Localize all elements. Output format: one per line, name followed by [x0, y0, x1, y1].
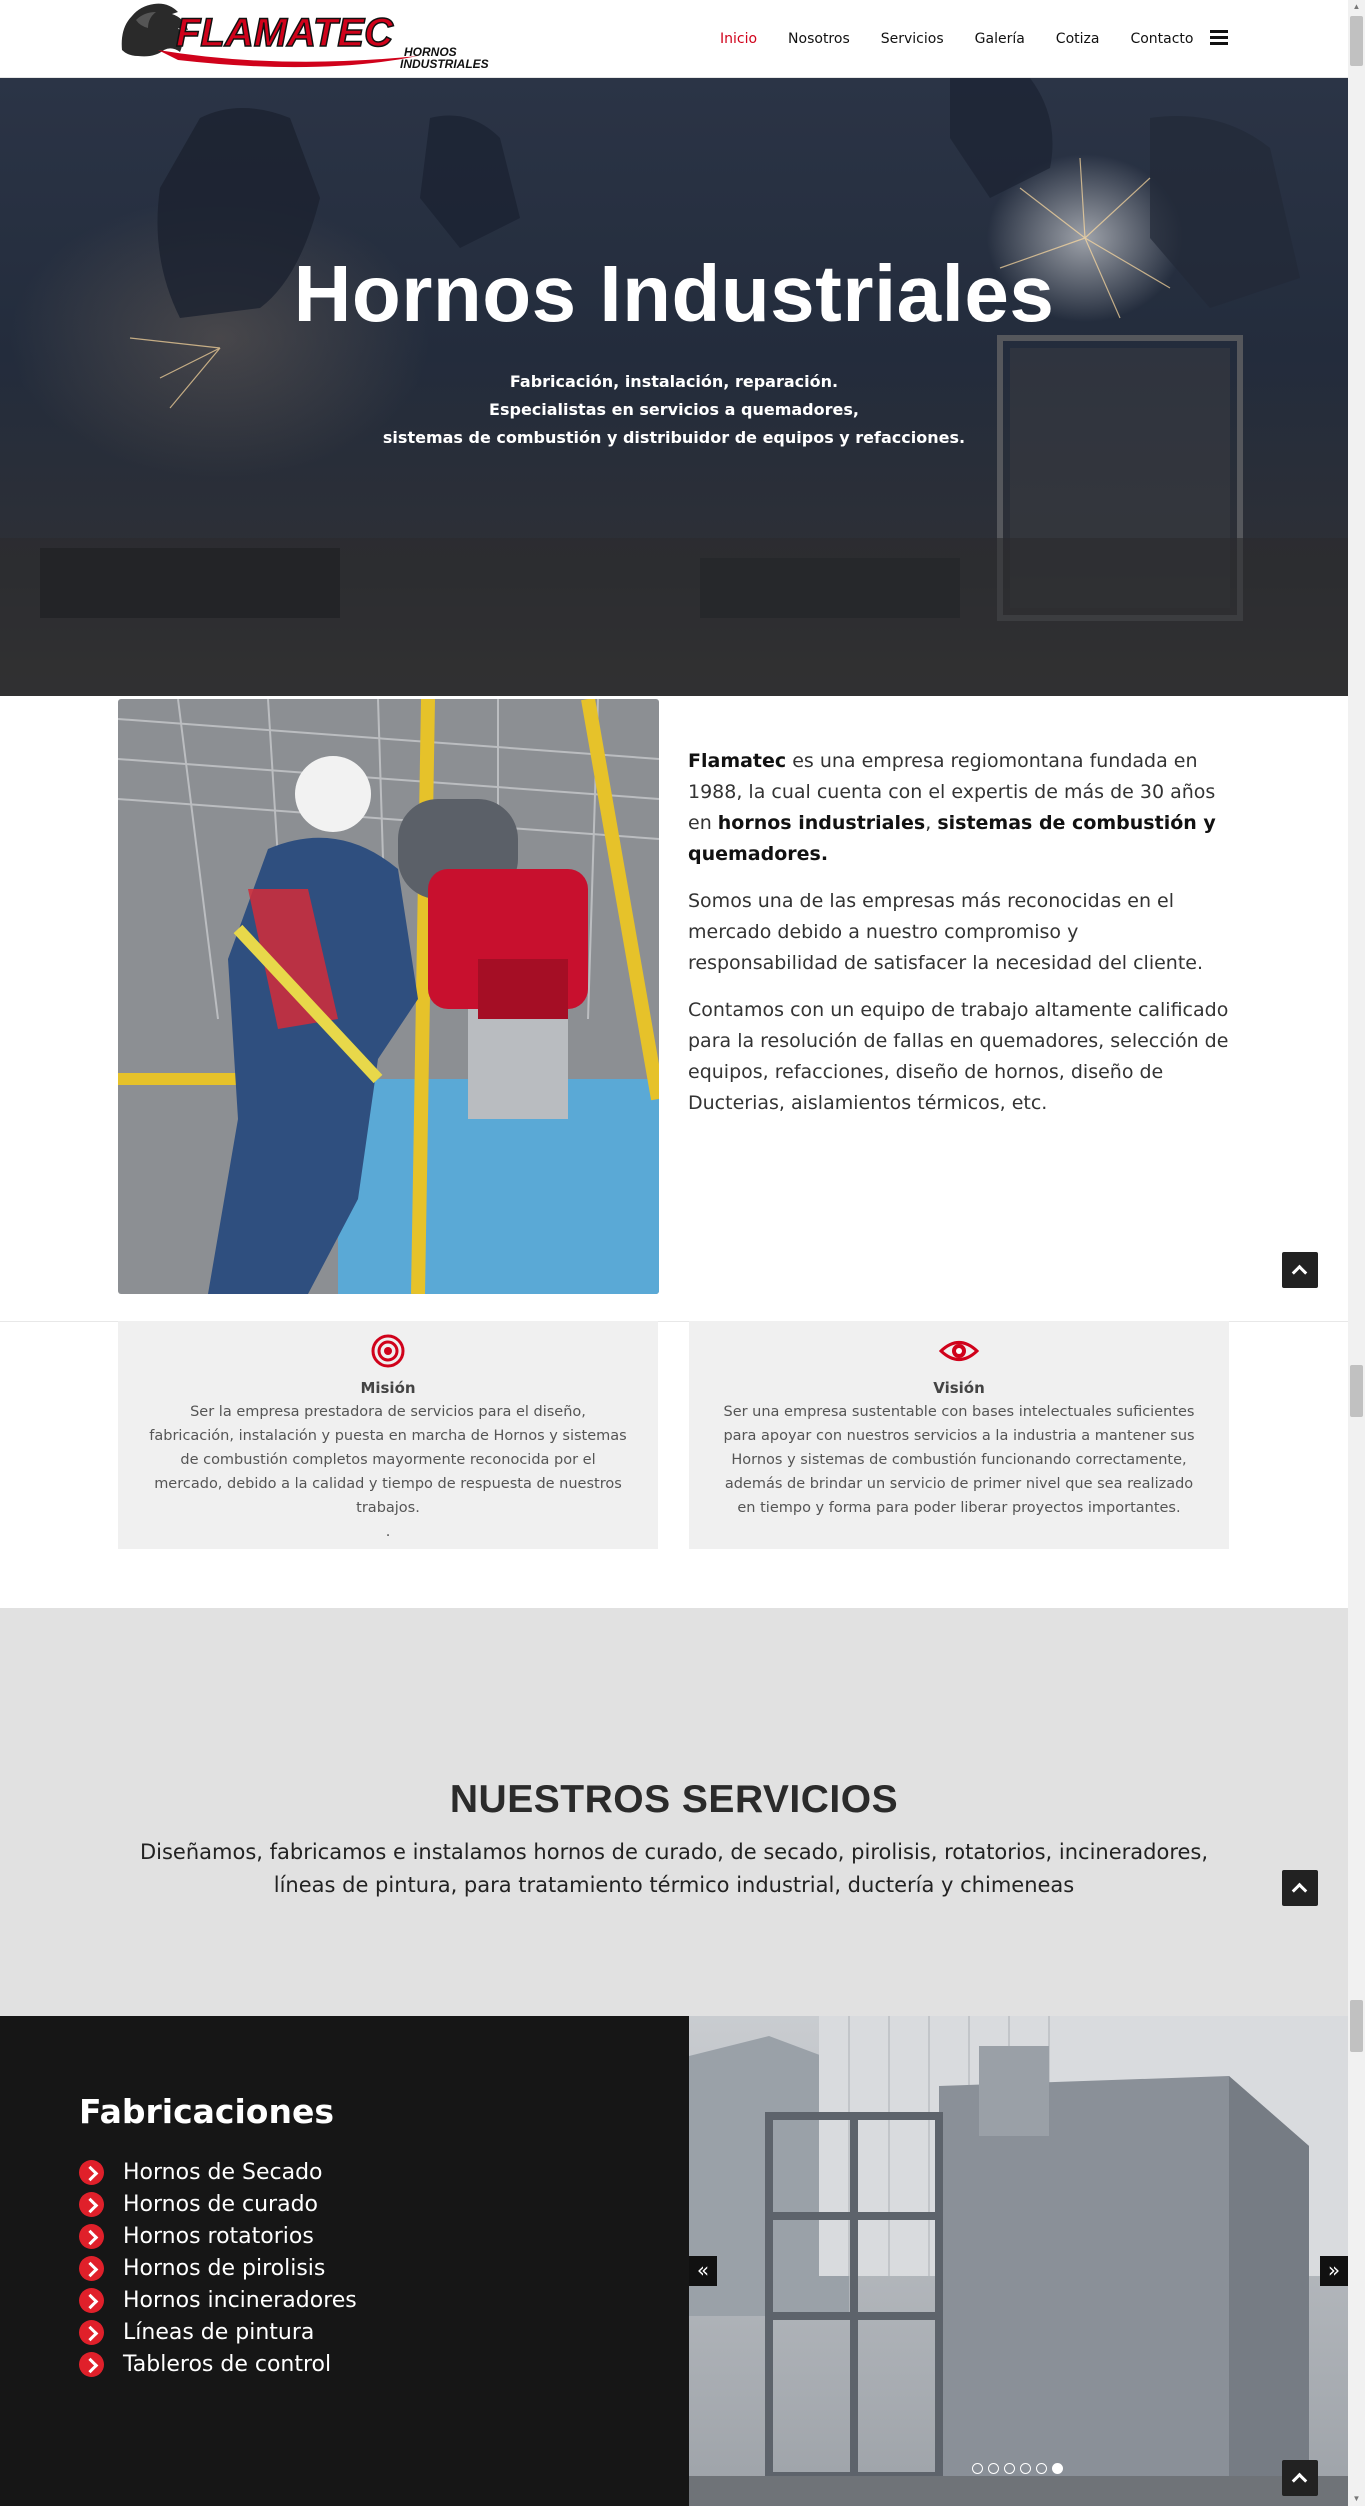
site-header: [0, 0, 1348, 78]
page-scrollbar[interactable]: [1348, 0, 1365, 2506]
target-icon: [368, 1334, 408, 1368]
slider-dots: [972, 2463, 1068, 2474]
logo-brand-text: FLAMATEC: [176, 11, 393, 55]
slider-dot[interactable]: [1036, 2463, 1047, 2474]
list-item-label: Hornos de pirolisis: [123, 2255, 326, 2281]
list-item-label: Hornos de curado: [123, 2191, 319, 2217]
back-to-top-button-3[interactable]: [1282, 2460, 1318, 2496]
mission-card: [118, 1321, 658, 1549]
services-description: Diseñamos, fabricamos e instalamos hornos de curado, de secado, pirolisis, rotatorios, incineradores, líneas de pintura, para tratamiento térmico industrial, ductería y chimeneas: [139, 1840, 1209, 1897]
arrow-circle-icon: [79, 2288, 104, 2313]
arrow-circle-icon: [79, 2352, 104, 2377]
hero-line-1: Fabricación, instalación, reparación.: [509, 372, 839, 391]
list-item[interactable]: [79, 2348, 357, 2380]
list-item[interactable]: [79, 2156, 357, 2188]
about-paragraph-3: Contamos con un equipo de trabajo altamente calificado para la resolución de fallas en quemadores, selección de equipos, refacciones, diseño de hornos, diseño de Ducterias, aislamientos térmicos, etc.: [688, 999, 1229, 1114]
hero-subtitle: [0, 368, 1348, 452]
about-strong-flamatec: Flamatec: [688, 750, 787, 772]
flamatec-logo[interactable]: [118, 0, 490, 74]
technician-photo: [118, 699, 659, 1294]
scrollbar-thumb[interactable]: [1350, 16, 1363, 66]
scrollbar-thumb-2[interactable]: [1350, 1365, 1363, 1417]
hero-section: [0, 78, 1348, 696]
list-item-label: Tableros de control: [123, 2351, 332, 2377]
slider-dot[interactable]: [972, 2463, 983, 2474]
nav-cotiza[interactable]: Cotiza: [1055, 31, 1100, 47]
scroll-up-arrow-icon[interactable]: ▲: [1352, 2, 1361, 11]
back-to-top-button[interactable]: [1282, 1252, 1318, 1288]
list-item-label: Hornos rotatorios: [123, 2223, 314, 2249]
about-paragraph-2: Somos una de las empresas más reconocidas en el mercado debido a nuestro compromiso y responsabilidad de satisfacer la necesidad del cliente.: [688, 890, 1204, 974]
about-text-2: ,: [925, 812, 938, 834]
fabricaciones-list: [79, 2156, 357, 2380]
services-section: [0, 1608, 1348, 2016]
about-strong-sistemas: sistemas de combustión y quemadores.: [688, 812, 1216, 865]
about-text-1: es una empresa regiomontana fundada en 1988, la cual cuenta con el expertis de más de 30 años en: [688, 750, 1216, 834]
arrow-circle-icon: [79, 2256, 104, 2281]
arrow-circle-icon: [79, 2224, 104, 2249]
slider-dot-active[interactable]: [1052, 2463, 1063, 2474]
arrow-circle-icon: [79, 2192, 104, 2217]
list-item[interactable]: [79, 2188, 357, 2220]
fabricaciones-title: Fabricaciones: [79, 2092, 334, 2131]
mission-title: Misión: [360, 1379, 416, 1397]
list-item-label: Hornos de Secado: [123, 2159, 323, 2185]
list-item[interactable]: [79, 2220, 357, 2252]
list-item[interactable]: [79, 2252, 357, 2284]
hamburger-menu-icon[interactable]: [1210, 30, 1228, 46]
slider-dot[interactable]: [1004, 2463, 1015, 2474]
slider-dot[interactable]: [1020, 2463, 1031, 2474]
vision-text: Ser una empresa sustentable con bases intelectuales suficientes para apoyar con nuestros servicios a la industria a mantener sus Hornos y sistemas de combustión funcionando correctamente, además de brindar un servicio de primer nivel que sea realizado en tiempo y forma para poder liberar proyectos importantes.: [723, 1404, 1195, 1516]
list-item[interactable]: [79, 2316, 357, 2348]
furnace-photo: [689, 2016, 1348, 2506]
about-paragraph-1: [688, 746, 1233, 870]
list-item-label: Hornos incineradores: [123, 2287, 357, 2313]
list-item-label: Líneas de pintura: [123, 2319, 315, 2345]
hero-line-2: Especialistas en servicios a quemadores,: [489, 400, 859, 419]
hero-line-3: sistemas de combustión y distribuidor de equipos y refacciones.: [382, 428, 966, 447]
hero-title: Hornos Industriales: [293, 249, 1055, 338]
fabricaciones-section: [0, 2016, 689, 2506]
vision-title: Visión: [933, 1379, 985, 1397]
nav-inicio[interactable]: Inicio: [720, 31, 758, 47]
list-item[interactable]: [79, 2284, 357, 2316]
mission-text: [148, 1400, 628, 1544]
slider-next-button[interactable]: »: [1320, 2256, 1348, 2286]
back-to-top-button-2[interactable]: [1282, 1870, 1318, 1906]
slider-dot[interactable]: [988, 2463, 999, 2474]
about-text: [688, 746, 1233, 1135]
logo-tagline-2: INDUSTRIALES: [400, 57, 489, 71]
scrollbar-thumb-3[interactable]: [1350, 2000, 1363, 2052]
nav-nosotros[interactable]: Nosotros: [788, 31, 850, 47]
nav-servicios[interactable]: Servicios: [880, 31, 944, 47]
vision-card: [689, 1321, 1229, 1549]
image-slider: [689, 2016, 1348, 2506]
nav-contacto[interactable]: Contacto: [1130, 31, 1194, 47]
arrow-circle-icon: [79, 2320, 104, 2345]
mission-trailing: .: [385, 1524, 391, 1540]
main-nav: [720, 0, 1225, 78]
nav-galeria[interactable]: Galería: [974, 31, 1025, 47]
mission-body: Ser la empresa prestadora de servicios para el diseño, fabricación, instalación y puesta en marcha de Hornos y sistemas de combustión completos mayormente reconocida por el mercado, debido a la calidad y tiempo de respuesta de nuestros trabajos.: [149, 1404, 627, 1516]
eye-icon: [939, 1334, 979, 1368]
logo-tagline-1: HORNOS: [404, 45, 457, 59]
services-title: NUESTROS SERVICIOS: [449, 1778, 899, 1821]
about-strong-hornos: hornos industriales: [717, 812, 926, 834]
slider-prev-button[interactable]: «: [689, 2256, 717, 2286]
arrow-circle-icon: [79, 2160, 104, 2185]
scroll-down-arrow-icon[interactable]: ▼: [1352, 2494, 1361, 2503]
